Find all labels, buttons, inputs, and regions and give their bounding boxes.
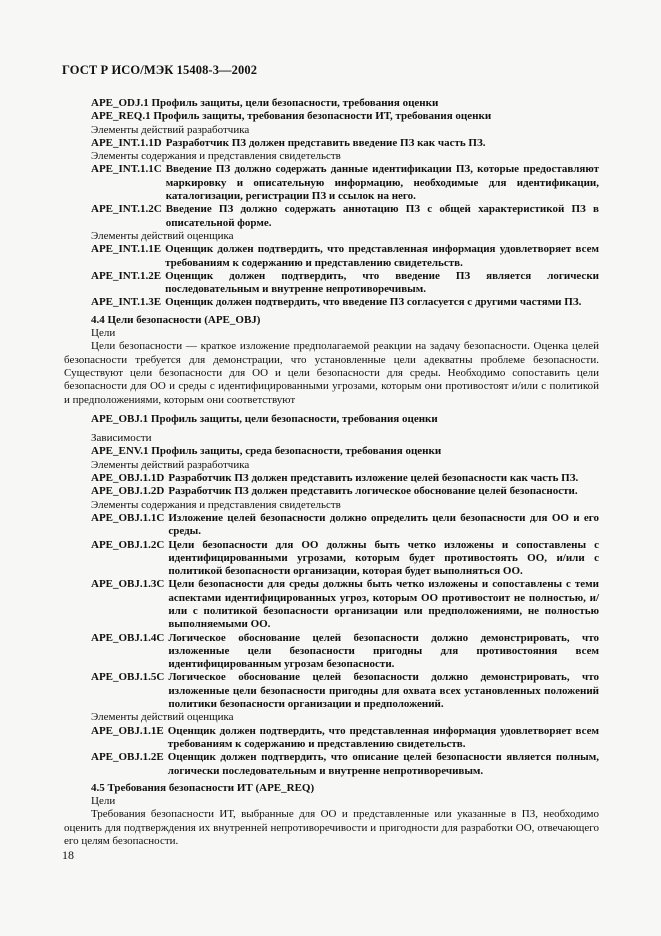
requirement-text: Логическое обоснование целей безопасности должно демонстрировать, что изложенные цели безопасности пригодны для охвата всех установленных положений политики безопасности организации и предположений. — [168, 671, 599, 711]
group-label: Элементы действий оценщика — [91, 229, 234, 242]
requirement-code: APE_OBJ.1.4C — [91, 631, 165, 644]
requirement-item — [91, 751, 599, 778]
requirement-text: Оценщик должен подтвердить, что введение ПЗ согласуется с другими частями ПЗ. — [165, 296, 582, 309]
page-content — [64, 97, 599, 848]
requirement-code: APE_OBJ.1.2E — [91, 751, 164, 764]
requirement-code: APE_INT.1.1D — [91, 136, 162, 149]
section-paragraph: Требования безопасности ИТ, выбранные для ОО и представленные или указанные в ПЗ, необходимо оценить для подтверждения их внутренней непротиворечивости и пригодности для разработки ОО, отвечающего его целям безопасности. — [64, 808, 599, 848]
section-subtitle: Цели — [91, 327, 116, 340]
section-subtitle: Цели — [91, 795, 116, 808]
requirement-code: APE_INT.1.1E — [91, 243, 162, 256]
requirement-code: APE_INT.1.2C — [91, 203, 162, 216]
page-number: 18 — [62, 848, 74, 862]
requirement-text: Оценщик должен подтвердить, что введение ПЗ является логически последовательным и внутренне непротиворечивым. — [165, 269, 599, 296]
requirement-text: Разработчик ПЗ должен представить введение ПЗ как часть ПЗ. — [165, 136, 486, 149]
requirement-code: APE_OBJ.1.1E — [91, 724, 164, 737]
requirement-text: Оценщик должен подтвердить, что представленная информация удовлетворяет всем требованиям к содержанию и представлению свидетельств. — [165, 243, 599, 269]
requirement-item — [91, 270, 599, 297]
requirement-item — [91, 137, 599, 150]
requirement-item — [91, 163, 599, 203]
requirement-item — [91, 632, 599, 672]
document-header: ГОСТ Р ИСО/МЭК 15408-3—2002 — [62, 63, 258, 77]
group-label: Элементы действий оценщика — [91, 711, 234, 724]
requirement-code: APE_INT.1.3E — [91, 296, 162, 309]
requirement-text: Логическое обоснование целей безопасности должно демонстрировать, что изложенные цели безопасности пригодны для противостояния всем идентифицированным угрозам безопасности. — [168, 631, 599, 671]
requirement-item — [91, 296, 599, 309]
section-paragraph: Цели безопасности — краткое изложение предполагаемой реакции на задачу безопасности. Оценка целей безопасности требуется для демонстрации, что установленные цели адекватны проблеме безопасности. Существуют цели безопасности для ОО и цели безопасности для среды. Необходимо сопоставить цели безопасности для ОО и среды с идентифицированными угрозами, которым они противостоят и/или с политикой и предположениями, которым они соответствуют — [64, 340, 599, 406]
group-label: Элементы действий разработчика — [91, 123, 250, 136]
requirement-item — [91, 578, 599, 631]
component-line: APE_ENV.1 Профиль защиты, среда безопасности, требования оценки — [91, 445, 442, 458]
requirement-code: APE_OBJ.1.5C — [91, 671, 165, 684]
group-label: Элементы действий разработчика — [91, 458, 250, 471]
requirement-text: Введение ПЗ должно содержать данные идентификации ПЗ, которые предоставляют маркировку и описательную информацию, необходимые для идентификации, каталогизации, регистрации ПЗ и ссылок на него. — [165, 163, 599, 203]
group-label: Элементы содержания и представления свидетельств — [91, 150, 341, 163]
requirement-text: Введение ПЗ должно содержать аннотацию ПЗ с общей характеристикой ПЗ в описательной форме. — [165, 203, 599, 229]
section-title: 4.4 Цели безопасности (APE_OBJ) — [91, 313, 261, 326]
requirement-item — [91, 472, 599, 485]
requirement-text: Цели безопасности для ОО должны быть четко изложены и сопоставлены с идентифицированными угрозами, которым будет противостоять ОО, и/или с политикой безопасности организации, которая будет выполняться ОО. — [168, 538, 599, 578]
requirement-item — [91, 539, 599, 579]
requirement-code: APE_OBJ.1.2D — [91, 485, 165, 498]
requirement-code: APE_OBJ.1.2C — [91, 538, 165, 551]
requirement-text: Оценщик должен подтвердить, что представленная информация удовлетворяет всем требованиям к содержанию и представлению свидетельств. — [167, 724, 599, 750]
requirement-item — [91, 203, 599, 230]
requirement-code: APE_OBJ.1.1D — [91, 472, 165, 485]
component-line: APE_OBJ.1 Профиль защиты, цели безопасности, требования оценки — [91, 412, 438, 425]
requirement-text: Изложение целей безопасности должно определить цели безопасности для ОО и его среды. — [168, 511, 599, 538]
requirement-text: Оценщик должен подтвердить, что описание целей безопасности является полным, логически последовательным и внутренне непротиворечивым. — [167, 751, 599, 777]
requirement-text: Разработчик ПЗ должен представить изложение целей безопасности как часть ПЗ. — [168, 472, 579, 485]
requirement-text: Цели безопасности для среды должны быть четко изложены и сопоставлены с теми аспектами идентифицированных угроз, которым ОО противостоит не полностью, и/или с политикой безопасности организации или предположениями, не полностью выполняемыми ОО. — [168, 578, 599, 631]
requirement-code: APE_INT.1.2E — [91, 269, 162, 282]
requirement-code: APE_INT.1.1C — [91, 163, 162, 176]
component-line: APE_ODJ.1 Профиль защиты, цели безопасности, требования оценки — [91, 97, 439, 109]
requirement-item — [91, 243, 599, 270]
section-title: 4.5 Требования безопасности ИТ (APE_REQ) — [91, 781, 315, 794]
requirement-item — [91, 725, 599, 752]
requirement-item — [91, 485, 599, 498]
group-label: Элементы содержания и представления свидетельств — [91, 498, 341, 511]
requirement-item — [91, 512, 599, 539]
requirement-code: APE_OBJ.1.1C — [91, 511, 165, 524]
component-line: APE_REQ.1 Профиль защиты, требования безопасности ИТ, требования оценки — [91, 110, 492, 123]
group-label: Зависимости — [91, 432, 152, 445]
requirement-text: Разработчик ПЗ должен представить логическое обоснование целей безопасности. — [168, 485, 578, 498]
requirement-item — [91, 671, 599, 711]
requirement-code: APE_OBJ.1.3C — [91, 578, 165, 591]
